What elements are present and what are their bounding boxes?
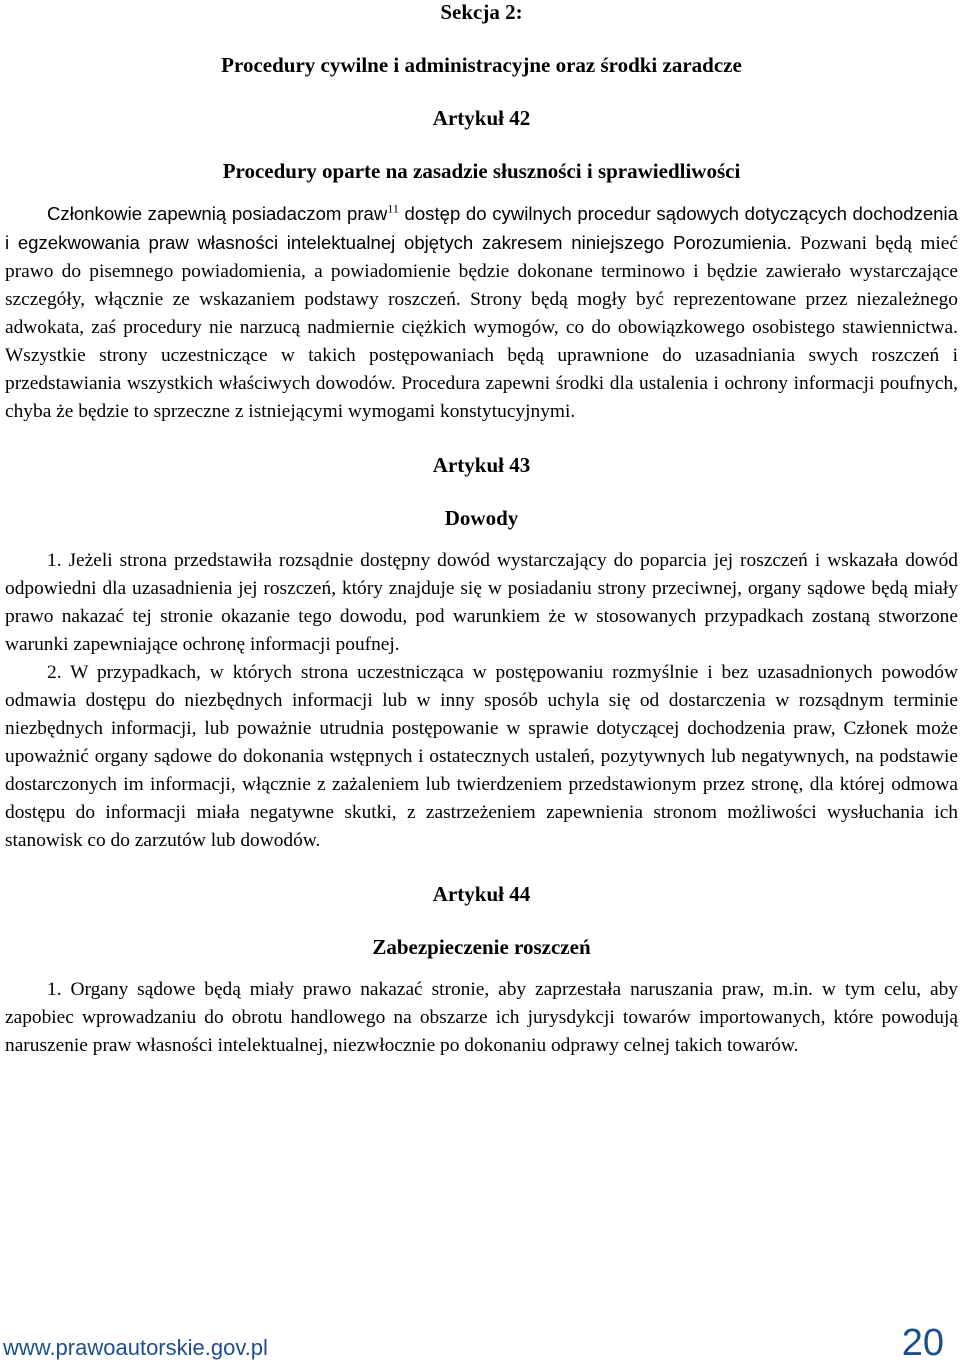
article-43-paragraph-2: 2. W przypadkach, w których strona uczestnicząca w postępowaniu rozmyślnie i bez uzasadnionych powodów odmawia dostępu do niezbędnych informacji lub w inny sposób uchyla się od dostarczenia w rozsądnym terminie niezbędnych informacji, lub poważnie utrudnia postępowanie w sprawie dotyczącej dochodzenia praw, Członek może upoważnić organy sądowe do dokonania wstępnych i ostatecznych ustaleń, pozytywnych lub negatywnych, na podstawie dostarczonych im informacji, włącznie z zażaleniem lub twierdzeniem przedstawionym przez stronę, dla której odmowa dostępu do informacji miała negatywne skutki, z zastrzeżeniem zapewnienia stronom możliwości wysłuchania ich stanowisk co do zarzutów lub dowodów.: [5, 662, 958, 851]
document-page: [5, 0, 958, 1060]
article-43-paragraph-1: 1. Jeżeli strona przedstawiła rozsądnie dostępny dowód wystarczający do poparcia jej roszczeń i wskazała dowód odpowiedni dla uzasadnienia jej roszczeń, który znajduje się w posiadaniu strony przeciwnej, organy sądowe będą miały prawo nakazać tej stronie okazanie tego dowodu, pod warunkiem że w stosowanych przypadkach zostaną stworzone warunki zapewniające ochronę informacji poufnej.: [5, 550, 958, 655]
footnote-reference: 11: [387, 201, 399, 216]
article-44-paragraph-1: 1. Organy sądowe będą miały prawo nakazać stronie, aby zaprzestała naruszania praw, m.in. w tym celu, aby zapobiec wprowadzaniu do obrotu handlowego na obszarze ich jurysdykcji towarów importowanych, które powodują naruszenie praw własności intelektualnej, niezwłocznie po dokonaniu odprawy celnej takich towarów.: [5, 979, 958, 1056]
page-number: 20: [901, 1322, 944, 1364]
article-42-text-start: Członkowie zapewnią posiadaczom praw: [47, 203, 388, 224]
section-title: Procedury cywilne i administracyjne oraz środki zaradcze: [221, 53, 742, 77]
footer-website-link[interactable]: www.prawoautorskie.gov.pl: [3, 1335, 268, 1360]
article-44-title: Zabezpieczenie roszczeń: [372, 935, 591, 959]
article-44-label: Artykuł 44: [432, 882, 531, 906]
section-label: Sekcja 2:: [440, 0, 523, 24]
article-43-label: Artykuł 43: [432, 453, 531, 477]
article-42-title: Procedury oparte na zasadzie słuszności i sprawiedliwości: [222, 159, 741, 183]
article-43-title: Dowody: [444, 506, 519, 530]
article-42-text-sans: dostęp do cywilnych procedur sądowych dotyczących dochodzenia i egzekwowania praw własności intelektualnej objętych zakresem niniejszego Porozumienia.: [5, 203, 958, 253]
article-42-text-rest: Pozwani będą mieć prawo do pisemnego powiadomienia, a powiadomienie będzie dokonane terminowo i będzie zawierało wystarczające szczegóły, włącznie ze wskazaniem podstawy roszczeń. Strony będą mogły być reprezentowane przez niezależnego adwokata, zaś procedury nie narzucą nadmiernie ciężkich wymogów, co do obowiązkowego osobistego stawiennictwa. Wszystkie strony uczestniczące w takich postępowaniach będą uprawnione do uzasadniania swych roszczeń i przedstawiania wszystkich właściwych dowodów. Procedura zapewni środki dla ustalenia i ochrony informacji poufnych, chyba że będzie to sprzeczne z istniejącymi wymogami konstytucyjnymi.: [5, 233, 958, 422]
article-42-label: Artykuł 42: [432, 106, 531, 130]
article-42-body: [5, 200, 958, 426]
